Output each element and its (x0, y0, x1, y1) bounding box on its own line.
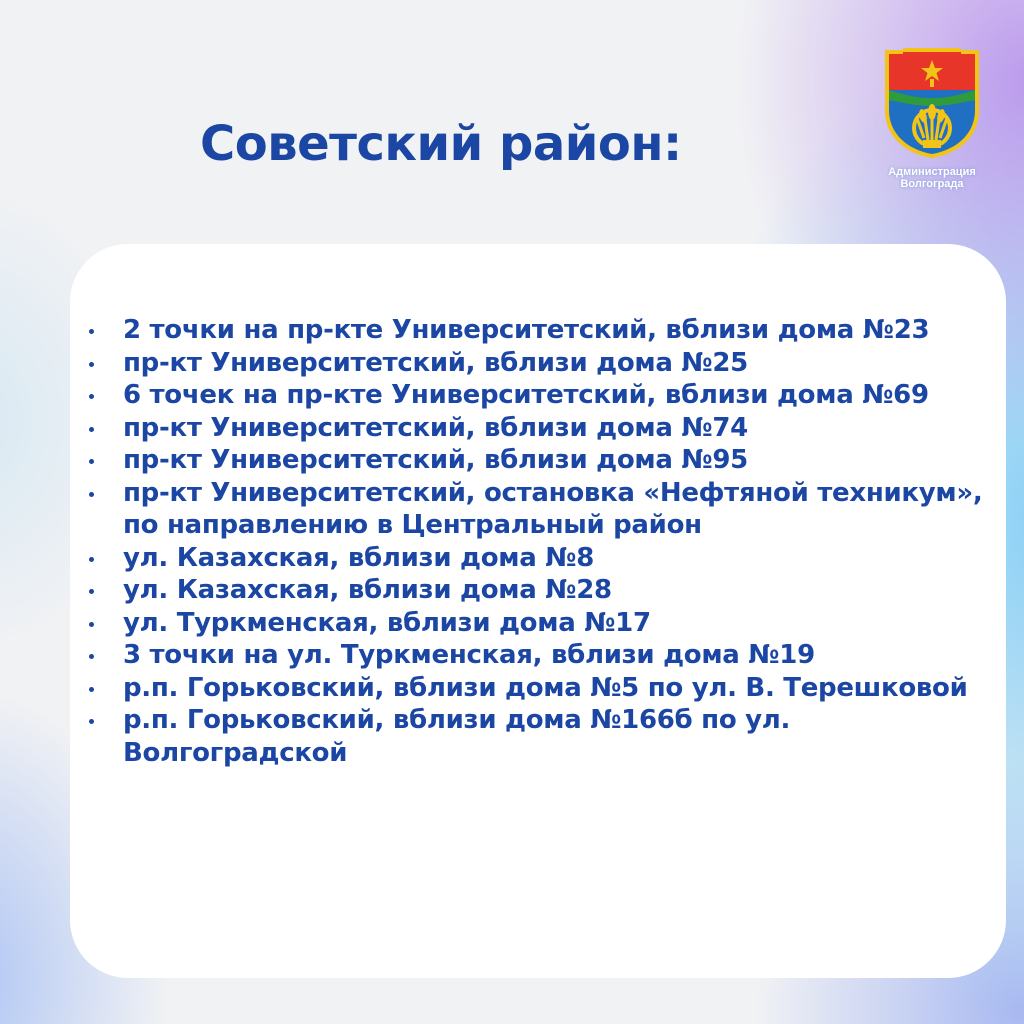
list-item (86, 704, 986, 769)
bullet-icon (89, 719, 94, 724)
list-item-text: р.п. Горьковский, вблизи дома №5 по ул. В. Терешковой (123, 672, 968, 703)
coat-of-arms-icon (881, 46, 983, 162)
locations-list (86, 314, 986, 769)
list-item-text: пр-кт Университетский, остановка «Нефтяной техникум», по направлению в Центральный район (123, 477, 983, 540)
list-item-text: р.п. Горьковский, вблизи дома №166б по ул. Волгоградской (123, 705, 791, 768)
list-item (86, 542, 986, 575)
bullet-icon (89, 362, 94, 367)
list-item-text: ул. Казахская, вблизи дома №8 (123, 542, 594, 573)
list-item-text: 6 точек на пр-кте Университетский, вблизи дома №69 (123, 380, 929, 410)
emblem-block (868, 46, 996, 190)
list-item-text: ул. Туркменская, вблизи дома №17 (123, 607, 651, 638)
list-item (86, 607, 986, 640)
list-item (86, 672, 986, 705)
list-item-text: пр-кт Университетский, вблизи дома №25 (123, 347, 748, 378)
list-item (86, 477, 986, 542)
list-item (86, 347, 986, 380)
bullet-icon (89, 557, 94, 562)
bullet-icon (89, 654, 94, 659)
locations-card (70, 244, 1006, 978)
bullet-icon (89, 622, 94, 627)
bullet-icon (89, 687, 94, 692)
list-item (86, 639, 986, 672)
emblem-caption-line2: Волгограда (900, 178, 964, 190)
bullet-icon (89, 394, 94, 399)
list-item-text: пр-кт Университетский, вблизи дома №74 (123, 412, 748, 443)
emblem-caption (868, 166, 996, 190)
list-item (86, 379, 986, 412)
list-item-text: 2 точки на пр-кте Университетский, вблизи дома №23 (123, 315, 930, 345)
bullet-icon (89, 427, 94, 432)
list-item (86, 444, 986, 477)
list-item-text: 3 точки на ул. Туркменская, вблизи дома №19 (123, 640, 815, 670)
list-item (86, 574, 986, 607)
bullet-icon (89, 329, 94, 334)
list-item-text: ул. Казахская, вблизи дома №28 (123, 575, 612, 605)
bullet-icon (89, 459, 94, 464)
page-title: Советский район: (200, 116, 682, 172)
list-item (86, 314, 986, 347)
list-item-text: пр-кт Университетский, вблизи дома №95 (123, 445, 748, 475)
bullet-icon (89, 589, 94, 594)
list-item (86, 412, 986, 445)
emblem-caption-line1: Администрация (888, 166, 976, 178)
bullet-icon (89, 492, 94, 497)
